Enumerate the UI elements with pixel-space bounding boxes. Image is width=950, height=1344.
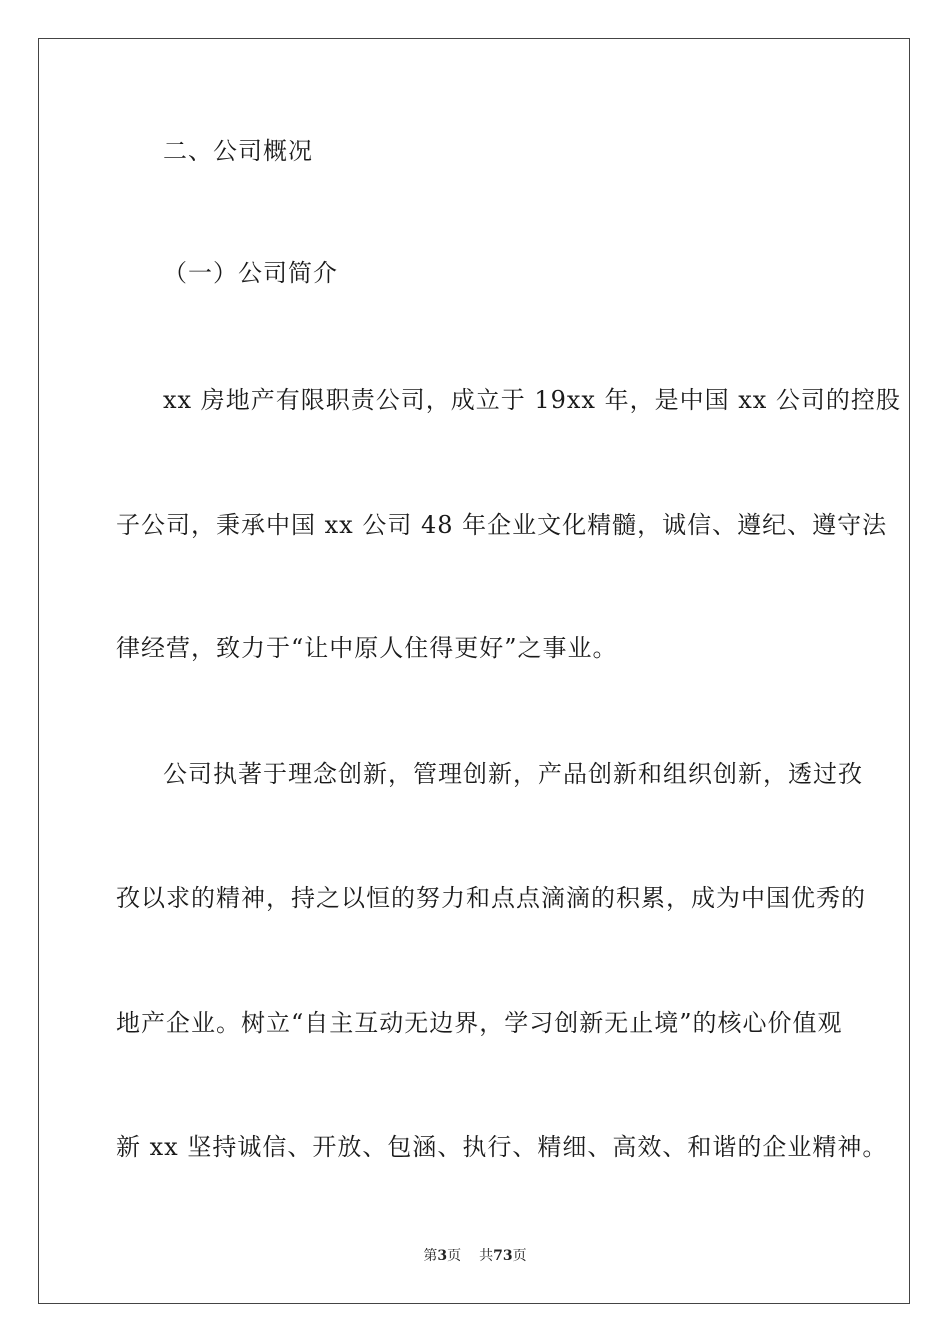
page-number: 3 <box>437 1248 448 1264</box>
paragraph-2-line-4: 新 xx 坚持诚信、开放、包涵、执行、精细、高效、和谐的企业精神。 <box>116 1133 888 1161</box>
paragraph-1-line-2: 子公司，秉承中国 xx 公司 48 年企业文化精髓，诚信、遵纪、遵守法 <box>116 511 888 539</box>
page-prefix: 第 <box>423 1248 438 1264</box>
total-suffix: 页 <box>512 1248 527 1264</box>
page-suffix: 页 <box>447 1248 462 1264</box>
paragraph-1-line-1: xx 房地产有限职责公司，成立于 19xx 年，是中国 xx 公司的控股 <box>163 386 901 414</box>
section-heading: 二、公司概况 <box>163 137 313 165</box>
page-footer <box>0 1247 950 1265</box>
total-pages: 73 <box>493 1248 513 1264</box>
total-prefix: 共 <box>479 1248 494 1264</box>
paragraph-2-line-1: 公司执著于理念创新，管理创新，产品创新和组织创新，透过孜 <box>163 760 863 788</box>
paragraph-2-line-2: 孜以求的精神，持之以恒的努力和点点滴滴的积累，成为中国优秀的 <box>116 884 866 912</box>
page-border <box>38 38 910 1304</box>
paragraph-2-line-3: 地产企业。树立“自主互动无边界，学习创新无止境”的核心价值观 <box>116 1009 843 1037</box>
subsection-heading: （一）公司简介 <box>163 259 338 287</box>
paragraph-1-line-3: 律经营，致力于“让中原人住得更好”之事业。 <box>116 634 618 662</box>
